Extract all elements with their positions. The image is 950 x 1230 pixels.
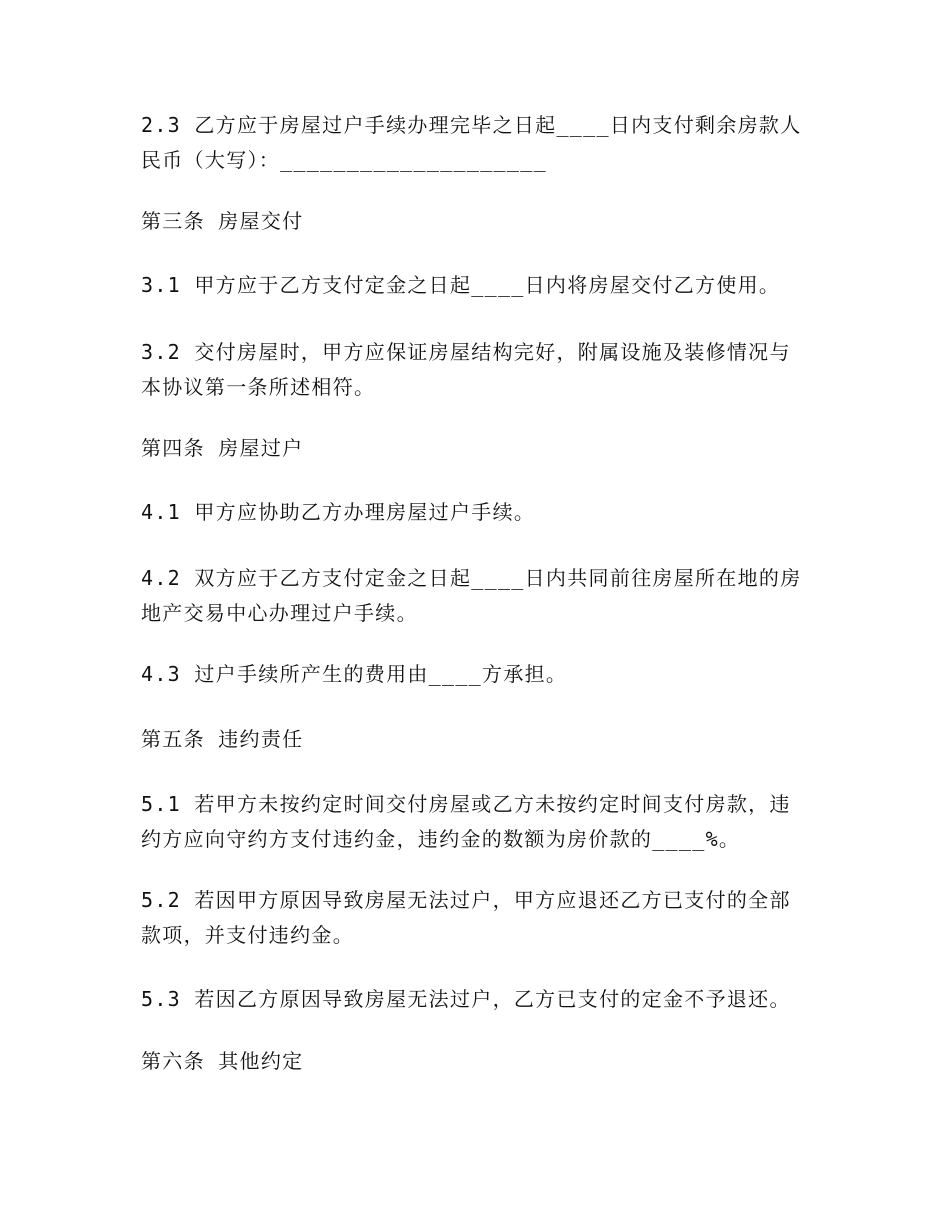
clause-5-3: 5.3 若因乙方原因导致房屋无法过户，乙方已支付的定金不予退还。 [141,987,791,1011]
clause-5-2-line-1: 5.2 若因甲方原因导致房屋无法过户，甲方应退还乙方已支付的全部 [141,888,791,912]
clause-5-1-line-2: 约方应向守约方支付违约金，违约金的数额为房价款的____%。 [141,827,741,851]
article-3-heading: 第三条 房屋交付 [141,209,304,233]
clause-3-2-line-1: 3.2 交付房屋时，甲方应保证房屋结构完好，附属设施及装修情况与 [141,340,791,364]
article-6-heading: 第六条 其他约定 [141,1049,304,1073]
clause-4-1: 4.1 甲方应协助乙方办理房屋过户手续。 [141,500,536,524]
clause-4-3: 4.3 过户手续所产生的费用由____方承担。 [141,662,568,686]
clause-2-3-line-2: 民币（大写）：____________________ [141,148,547,172]
clause-3-2-line-2: 本协议第一条所述相符。 [141,375,376,399]
article-4-heading: 第四条 房屋过户 [141,436,304,460]
clause-5-1-line-1: 5.1 若甲方未按约定时间交付房屋或乙方未按约定时间支付房款，违 [141,792,791,816]
clause-3-1: 3.1 甲方应于乙方支付定金之日起____日内将房屋交付乙方使用。 [141,273,781,297]
article-5-heading: 第五条 违约责任 [141,727,304,751]
clause-4-2-line-1: 4.2 双方应于乙方支付定金之日起____日内共同前往房屋所在地的房 [141,566,802,590]
clause-5-2-line-2: 款项，并支付违约金。 [141,923,354,947]
clause-4-2-line-2: 地产交易中心办理过户手续。 [141,601,418,625]
clause-2-3-line-1: 2.3 乙方应于房屋过户手续办理完毕之日起____日内支付剩余房款人 [141,113,802,137]
